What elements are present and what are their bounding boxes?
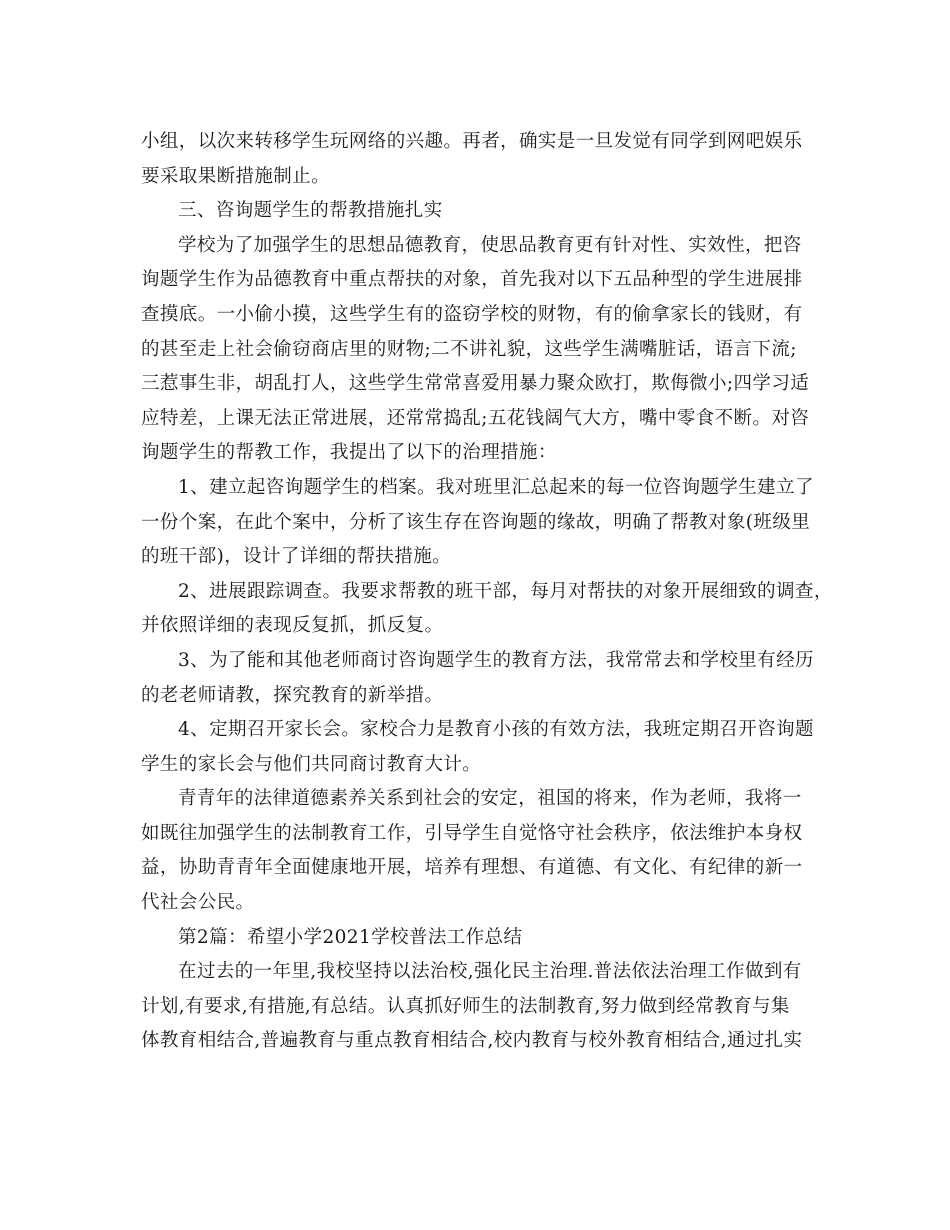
list-item-line: 2、进展跟踪调查。我要求帮教的班干部，每月对帮扶的对象开展细致的调查， xyxy=(178,580,833,602)
text-line: 的班干部)，设计了详细的帮扶措施。 xyxy=(141,546,452,568)
article-title: 第2篇：希望小学2021学校普法工作总结 xyxy=(178,926,523,948)
text-line: 学校为了加强学生的思想品德教育，使思品教育更有针对性、实效性，把咨 xyxy=(178,234,802,256)
text-line: 并依照详细的表现反复抓，抓反复。 xyxy=(141,615,444,637)
list-item-line: 4、定期召开家长会。家校合力是教育小孩的有效方法，我班定期召开咨询题 xyxy=(178,719,814,741)
document-body xyxy=(141,125,833,1059)
text-line: 如既往加强学生的法制教育工作，引导学生自觉恪守社会秩序，依法维护本身权 xyxy=(141,822,803,844)
text-line: 三惹事生非，胡乱打人，这些学生常常喜爱用暴力聚众欧打，欺侮微小;四学习适 xyxy=(141,373,810,395)
text-line: 要采取果断措施制止。 xyxy=(141,165,331,187)
text-line: 在过去的一年里,我校坚持以法治校,强化民主治理.普法依法治理工作做到有 xyxy=(178,961,802,983)
section-heading: 三、咨询题学生的帮教措施扎实 xyxy=(178,200,443,222)
list-item-line: 3、为了能和其他老师商讨咨询题学生的教育方法，我常常去和学校里有经历 xyxy=(178,649,814,671)
text-line: 计划,有要求,有措施,有总结。认真抓好师生的法制教育,努力做到经常教育与集 xyxy=(141,995,790,1017)
text-line: 询题学生的帮教工作，我提出了以下的治理措施： xyxy=(141,442,557,464)
text-line: 体教育相结合,普遍教育与重点教育相结合,校内教育与校外教育相结合,通过扎实 xyxy=(141,1030,803,1052)
text-line: 的甚至走上社会偷窃商店里的财物;二不讲礼貌，这些学生满嘴脏话，语言下流; xyxy=(141,338,797,360)
text-line: 小组，以次来转移学生玩网络的兴趣。再者，确实是一旦发觉有同学到网吧娱乐 xyxy=(141,131,803,152)
text-line: 青青年的法律道德素养关系到社会的安定，祖国的将来，作为老师，我将一 xyxy=(178,788,802,810)
text-line: 查摸底。一小偷小摸，这些学生有的盗窃学校的财物，有的偷拿家长的钱财，有 xyxy=(141,303,803,325)
text-line: 益，协助青青年全面健康地开展，培养有理想、有道德、有文化、有纪律的新一 xyxy=(141,857,803,879)
text-line: 代社会公民。 xyxy=(141,892,255,914)
text-line: 一份个案，在此个案中，分析了该生存在咨询题的缘故，明确了帮教对象(班级里 xyxy=(141,511,811,533)
text-line: 的老老师请教，探究教育的新举措。 xyxy=(141,684,444,706)
text-line: 学生的家长会与他们共同商讨教育大计。 xyxy=(141,753,482,775)
text-line: 询题学生作为品德教育中重点帮扶的对象，首先我对以下五品种型的学生进展排 xyxy=(141,269,803,291)
text-line: 应特差，上课无法正常进展，还常常捣乱;五花钱阔气大方，嘴中零食不断。对咨 xyxy=(141,407,810,429)
list-item-line: 1、建立起咨询题学生的档案。我对班里汇总起来的每一位咨询题学生建立了 xyxy=(178,476,814,498)
